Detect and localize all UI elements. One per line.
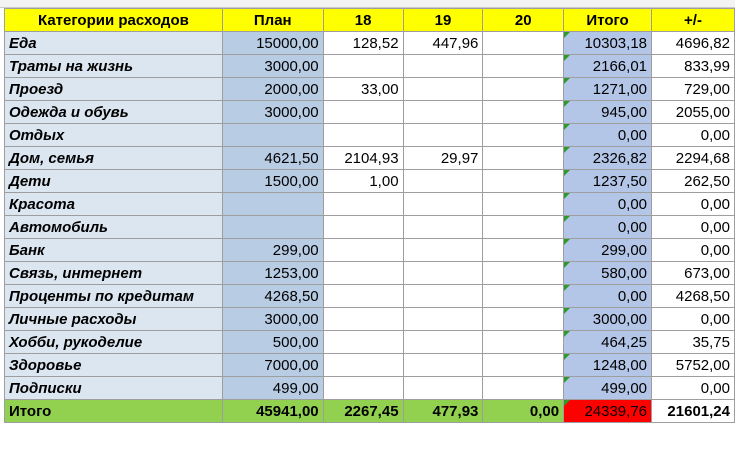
day-19-cell[interactable] [403,262,483,285]
table-row [5,55,735,78]
diff-cell-value: 0,00 [700,126,730,144]
category-cell[interactable] [5,32,223,55]
formula-indicator-icon [564,377,570,383]
category-cell[interactable] [5,101,223,124]
diff-cell-value: 0,00 [700,379,730,397]
diff-cell[interactable] [652,262,735,285]
formula-indicator-icon [564,216,570,222]
formula-indicator-icon [564,55,570,61]
plan-cell-value: 4268,50 [264,287,319,305]
day-20-cell[interactable] [483,285,564,308]
diff-cell[interactable] [652,124,735,147]
total-cell[interactable] [564,147,652,170]
table-row [5,101,735,124]
day-20-cell[interactable] [483,101,564,124]
total-cell[interactable] [564,331,652,354]
category-cell-value: Проезд [9,80,64,98]
plan-cell-value: 2000,00 [264,80,319,98]
category-cell[interactable] [5,377,223,400]
plan-cell[interactable] [222,124,323,147]
total-cell[interactable] [564,32,652,55]
formula-indicator-icon [564,193,570,199]
table-row [5,285,735,308]
table-row [5,331,735,354]
day-18-cell-value: 128,52 [352,34,399,52]
table-row [5,147,735,170]
total-cell-value: 3000,00 [592,310,648,328]
day-20-cell[interactable] [483,78,564,101]
category-cell-value: Проценты по кредитам [9,287,194,305]
footer-label-cell-value: Итого [9,402,52,420]
diff-cell[interactable] [652,239,735,262]
table-row [5,78,735,101]
day-20-cell[interactable] [483,354,564,377]
total-cell-value: 2326,82 [592,149,648,167]
formula-indicator-icon [564,124,570,130]
day-19-cell[interactable] [403,377,483,400]
header-total[interactable]: Итого [564,9,652,32]
category-cell[interactable] [5,78,223,101]
category-cell[interactable] [5,193,223,216]
total-cell-value: 499,00 [601,379,648,397]
table-row [5,354,735,377]
category-cell[interactable] [5,239,223,262]
day-20-cell[interactable] [483,32,564,55]
formula-indicator-icon [564,308,570,314]
plan-cell[interactable] [222,308,323,331]
day-19-cell[interactable] [403,124,483,147]
formula-indicator-icon [564,354,570,360]
plan-cell[interactable] [222,377,323,400]
plan-cell[interactable] [222,262,323,285]
plan-cell[interactable] [222,78,323,101]
footer-label-cell[interactable] [5,400,223,423]
day-18-cell[interactable] [323,331,403,354]
total-cell[interactable] [564,78,652,101]
day-19-cell[interactable] [403,101,483,124]
footer-day-20-cell[interactable] [483,400,564,423]
header-row [5,9,735,32]
day-18-cell[interactable] [323,147,403,170]
day-19-cell[interactable] [403,285,483,308]
category-cell[interactable] [5,262,223,285]
table-row [5,216,735,239]
total-cell-value: 10303,18 [584,34,648,52]
header-day-20[interactable]: 20 [483,9,564,32]
day-18-cell[interactable] [323,55,403,78]
day-18-cell[interactable] [323,354,403,377]
day-19-cell-value: 29,97 [440,149,479,167]
day-20-cell[interactable] [483,239,564,262]
diff-cell[interactable] [652,216,735,239]
footer-row [5,400,735,423]
plan-cell[interactable] [222,331,323,354]
plan-cell[interactable] [222,170,323,193]
plan-cell[interactable] [222,216,323,239]
day-18-cell[interactable] [323,32,403,55]
category-cell-value: Личные расходы [9,310,137,328]
category-cell-value: Отдых [9,126,65,144]
plan-cell-value: 500,00 [272,333,319,351]
day-20-cell[interactable] [483,193,564,216]
total-cell[interactable] [564,262,652,285]
day-19-cell[interactable] [403,308,483,331]
day-18-cell[interactable] [323,78,403,101]
category-cell[interactable] [5,55,223,78]
day-19-cell[interactable] [403,147,483,170]
day-18-cell[interactable] [323,262,403,285]
day-20-cell[interactable] [483,377,564,400]
category-cell-value: Одежда и обувь [9,103,129,121]
table-row [5,377,735,400]
total-cell[interactable] [564,285,652,308]
day-18-cell[interactable] [323,308,403,331]
plan-cell[interactable] [222,101,323,124]
total-cell-value: 1237,50 [592,172,648,190]
expense-table [4,8,735,423]
table-row [5,239,735,262]
total-cell[interactable] [564,124,652,147]
category-cell-value: Связь, интернет [9,264,143,282]
footer-total-cell-value: 24339,76 [584,402,648,420]
diff-cell-value: 729,00 [684,80,730,98]
total-cell-value: 464,25 [601,333,648,351]
day-19-cell[interactable] [403,78,483,101]
category-cell-value: Красота [9,195,75,213]
total-cell[interactable] [564,308,652,331]
diff-cell[interactable] [652,170,735,193]
total-cell[interactable] [564,101,652,124]
total-cell-value: 0,00 [617,287,648,305]
day-18-cell[interactable] [323,216,403,239]
diff-cell-value: 262,50 [684,172,730,190]
plan-cell-value: 499,00 [272,379,319,397]
plan-cell[interactable] [222,354,323,377]
total-cell-value: 1271,00 [592,80,648,98]
category-cell-value: Здоровье [9,356,82,374]
diff-cell-value: 35,75 [692,333,730,351]
diff-cell-value: 0,00 [700,195,730,213]
day-19-cell[interactable] [403,239,483,262]
diff-cell-value: 5752,00 [675,356,730,374]
day-18-cell[interactable] [323,124,403,147]
category-cell-value: Траты на жизнь [9,57,134,75]
day-20-cell[interactable] [483,124,564,147]
formula-indicator-icon [564,32,570,38]
category-cell[interactable] [5,331,223,354]
day-19-cell-value: 447,96 [432,34,479,52]
diff-cell-value: 833,99 [684,57,730,75]
plan-cell-value: 299,00 [272,241,319,259]
category-cell-value: Дом, семья [9,149,94,167]
day-18-cell[interactable] [323,101,403,124]
diff-cell-value: 4268,50 [675,287,730,305]
category-cell[interactable] [5,216,223,239]
plan-cell[interactable] [222,193,323,216]
category-cell-value: Банк [9,241,45,259]
plan-cell-value: 7000,00 [264,356,319,374]
table-row [5,32,735,55]
category-cell[interactable] [5,147,223,170]
footer-diff-cell-value: 21601,24 [667,402,730,420]
total-cell-value: 2166,01 [592,57,648,75]
formula-indicator-icon [564,285,570,291]
day-18-cell[interactable] [323,239,403,262]
total-cell[interactable] [564,216,652,239]
formula-indicator-icon [564,101,570,107]
category-cell[interactable] [5,170,223,193]
day-18-cell[interactable] [323,193,403,216]
day-19-cell[interactable] [403,331,483,354]
day-19-cell[interactable] [403,55,483,78]
header-plan[interactable]: План [222,9,323,32]
day-19-cell[interactable] [403,170,483,193]
formula-indicator-icon [564,262,570,268]
footer-day-18-cell-value: 2267,45 [344,402,399,420]
plan-cell-value: 3000,00 [264,103,319,121]
total-cell[interactable] [564,377,652,400]
plan-cell-value: 1500,00 [264,172,319,190]
category-cell[interactable] [5,124,223,147]
diff-cell[interactable] [652,193,735,216]
diff-cell[interactable] [652,354,735,377]
plan-cell[interactable] [222,285,323,308]
table-row [5,124,735,147]
footer-day-19-cell-value: 477,93 [432,402,479,420]
plan-cell-value: 15000,00 [256,34,319,52]
plan-cell[interactable] [222,147,323,170]
diff-cell[interactable] [652,331,735,354]
table-row [5,193,735,216]
diff-cell-value: 0,00 [700,310,730,328]
formula-indicator-icon [564,239,570,245]
category-cell-value: Автомобиль [9,218,108,236]
total-cell-value: 0,00 [617,126,648,144]
column-header-strip [0,0,735,8]
day-20-cell[interactable] [483,331,564,354]
table-row [5,170,735,193]
total-cell-value: 299,00 [601,241,648,259]
formula-indicator-icon [564,400,570,406]
total-cell[interactable] [564,239,652,262]
table-row [5,262,735,285]
category-cell-value: Хобби, рукоделие [9,333,143,351]
footer-day-19-cell[interactable] [403,400,483,423]
day-18-cell-value: 33,00 [361,80,399,98]
formula-indicator-icon [564,170,570,176]
day-20-cell[interactable] [483,147,564,170]
total-cell[interactable] [564,354,652,377]
diff-cell-value: 673,00 [684,264,730,282]
category-cell-value: Дети [9,172,51,190]
plan-cell[interactable] [222,55,323,78]
footer-plan-cell[interactable] [222,400,323,423]
diff-cell[interactable] [652,285,735,308]
plan-cell-value: 4621,50 [264,149,319,167]
footer-diff-cell[interactable] [652,400,735,423]
header-category[interactable]: Категории расходов [5,9,223,32]
category-cell[interactable] [5,308,223,331]
footer-total-cell[interactable] [564,400,652,423]
footer-day-20-cell-value: 0,00 [529,402,560,420]
total-cell-value: 580,00 [601,264,648,282]
diff-cell-value: 0,00 [700,241,730,259]
day-18-cell-value: 1,00 [369,172,399,190]
total-cell[interactable] [564,170,652,193]
formula-indicator-icon [564,78,570,84]
plan-cell[interactable] [222,239,323,262]
diff-cell-value: 4696,82 [675,34,730,52]
total-cell-value: 945,00 [601,103,648,121]
header-diff[interactable]: +/- [652,9,735,32]
day-20-cell[interactable] [483,55,564,78]
day-19-cell[interactable] [403,216,483,239]
footer-plan-cell-value: 45941,00 [256,402,319,420]
footer-day-18-cell[interactable] [323,400,403,423]
total-cell[interactable] [564,193,652,216]
plan-cell[interactable] [222,32,323,55]
category-cell-value: Подписки [9,379,82,397]
plan-cell-value: 3000,00 [264,57,319,75]
day-18-cell[interactable] [323,170,403,193]
category-cell[interactable] [5,285,223,308]
diff-cell[interactable] [652,101,735,124]
diff-cell[interactable] [652,377,735,400]
category-cell-value: Еда [9,34,37,52]
day-19-cell[interactable] [403,193,483,216]
header-day-19[interactable]: 19 [403,9,483,32]
day-20-cell[interactable] [483,308,564,331]
diff-cell[interactable] [652,55,735,78]
day-20-cell[interactable] [483,216,564,239]
formula-indicator-icon [564,147,570,153]
plan-cell-value: 3000,00 [264,310,319,328]
total-cell[interactable] [564,55,652,78]
diff-cell-value: 0,00 [700,218,730,236]
header-day-18[interactable]: 18 [323,9,403,32]
diff-cell[interactable] [652,147,735,170]
day-19-cell[interactable] [403,32,483,55]
diff-cell[interactable] [652,308,735,331]
day-20-cell[interactable] [483,170,564,193]
diff-cell[interactable] [652,32,735,55]
day-18-cell[interactable] [323,285,403,308]
diff-cell-value: 2294,68 [675,149,730,167]
day-20-cell[interactable] [483,262,564,285]
formula-indicator-icon [564,331,570,337]
diff-cell-value: 2055,00 [675,103,730,121]
diff-cell[interactable] [652,78,735,101]
day-19-cell[interactable] [403,354,483,377]
total-cell-value: 0,00 [617,195,648,213]
total-cell-value: 1248,00 [592,356,648,374]
category-cell[interactable] [5,354,223,377]
table-row [5,308,735,331]
plan-cell-value: 1253,00 [264,264,319,282]
day-18-cell[interactable] [323,377,403,400]
day-18-cell-value: 2104,93 [344,149,399,167]
total-cell-value: 0,00 [617,218,648,236]
